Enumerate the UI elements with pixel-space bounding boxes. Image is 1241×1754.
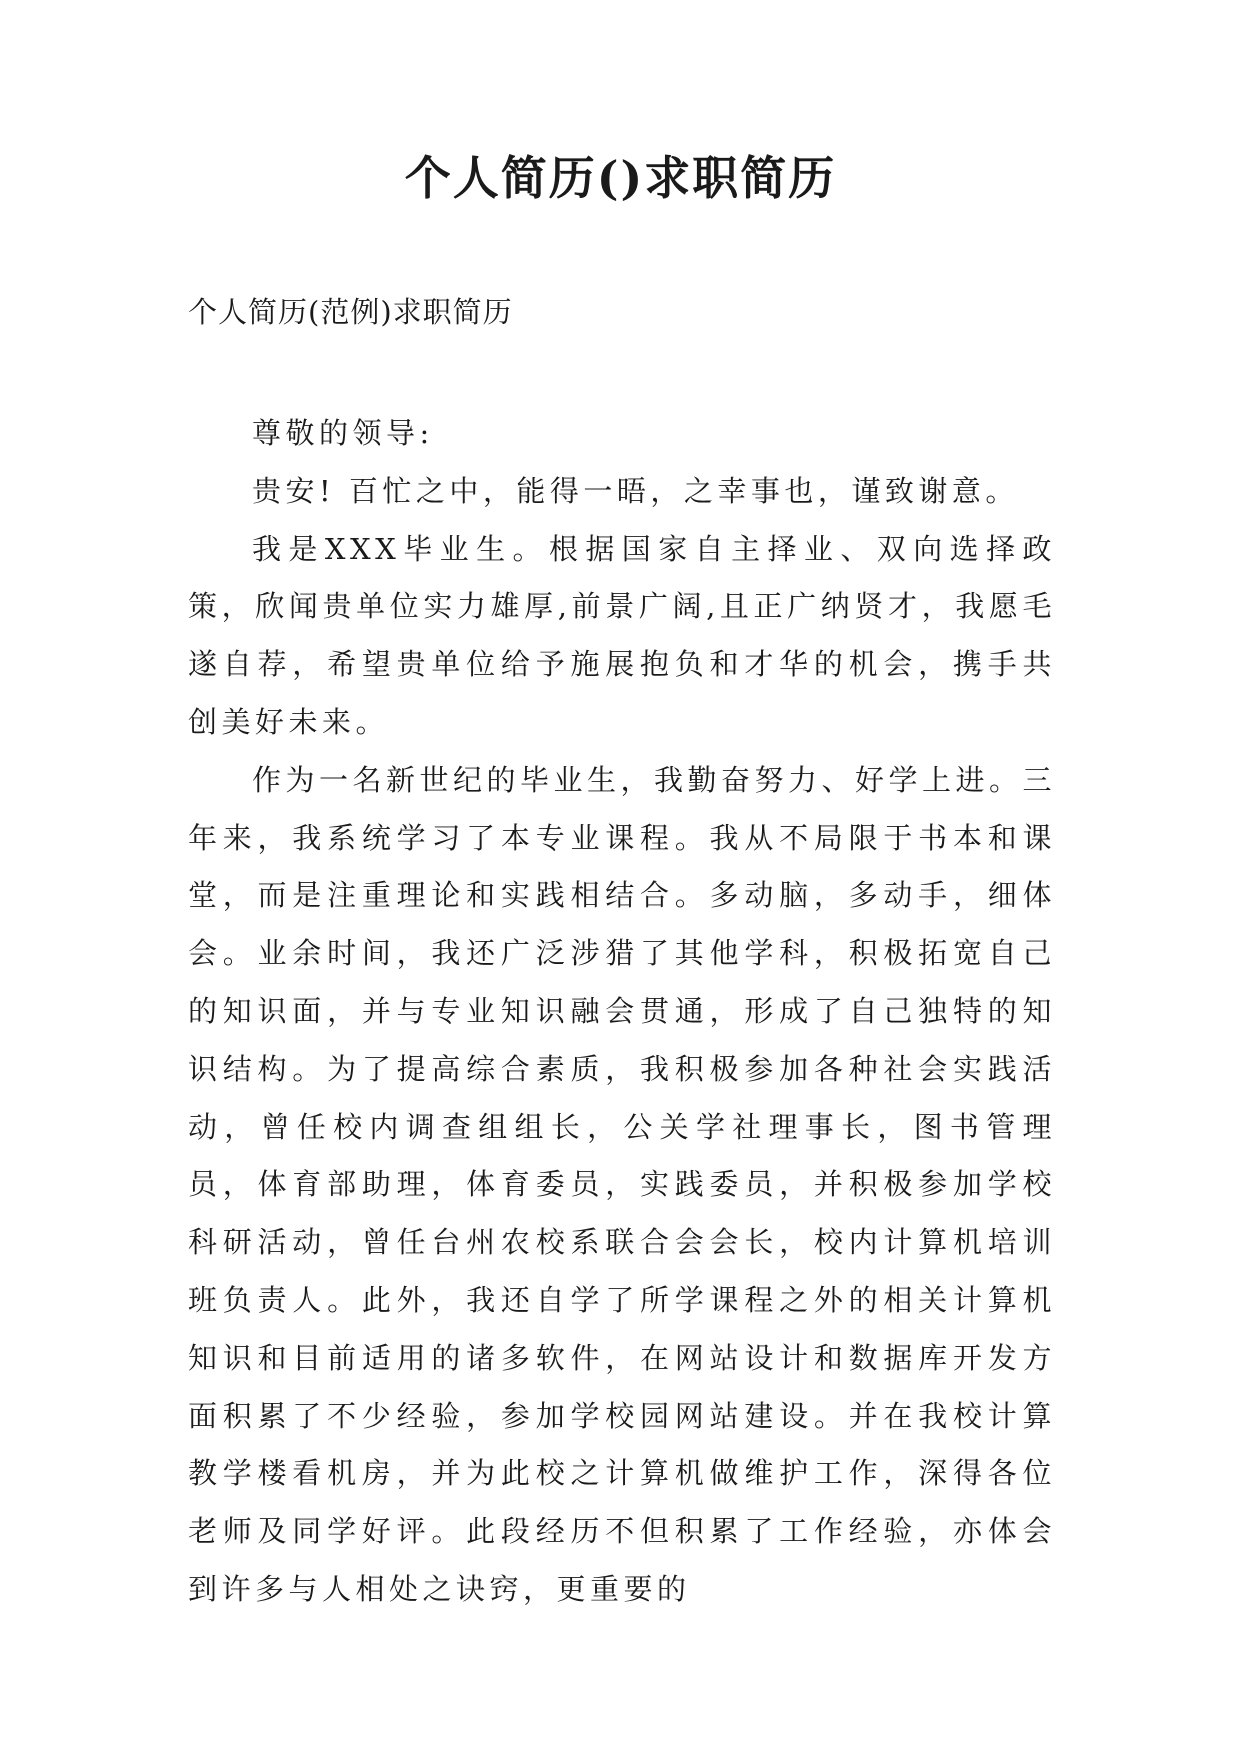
greeting-paragraph: 贵安! 百忙之中，能得一晤，之幸事也，谨致谢意。 <box>252 473 1019 508</box>
experience-paragraph: 作为一名新世纪的毕业生，我勤奋努力、好学上进。三年来，我系统学习了本专业课程。我从不局限于书本和课堂，而是注重理论和实践相结合。多动脑，多动手，细体会。业余时间，我还广泛涉猎了其他学科，积极拓宽自己的知识面，并与专业知识融会贯通，形成了自己独特的知识结构。为了提高综合素质，我积极参加各种社会实践活动，曾任校内调查组组长，公关学社理事长，图书管理员，体育部助理，体育委员，实践委员，并积极参加学校科研活动，曾任台州农校系联合会会长，校内计算机培训班负责人。此外，我还自学了所学课程之外的相关计算机知识和目前适用的诸多软件，在网站设计和数据库开发方面积累了不少经验，参加学校园网站建设。并在我校计算教学楼看机房，并为此校之计算机做维护工作，深得各位老师及同学好评。此段经历不但积累了工作经验，亦体会到许多与人相处之诀窍，更重要的 <box>188 762 1057 1606</box>
page-title: 个人简历()求职简历 <box>404 151 837 205</box>
document-body <box>188 405 1056 1619</box>
salutation-paragraph: 尊敬的领导: <box>252 416 434 450</box>
document-subtitle: 个人简历(范例)求职简历 <box>188 295 513 329</box>
intro-paragraph: 我是XXX毕业生。根据国家自主择业、双向选择政策，欣闻贵单位实力雄厚,前景广阔,且正广纳贤才，我愿毛遂自荐，希望贵单位给予施展抱负和才华的机会，携手共创美好未来。 <box>188 531 1056 739</box>
